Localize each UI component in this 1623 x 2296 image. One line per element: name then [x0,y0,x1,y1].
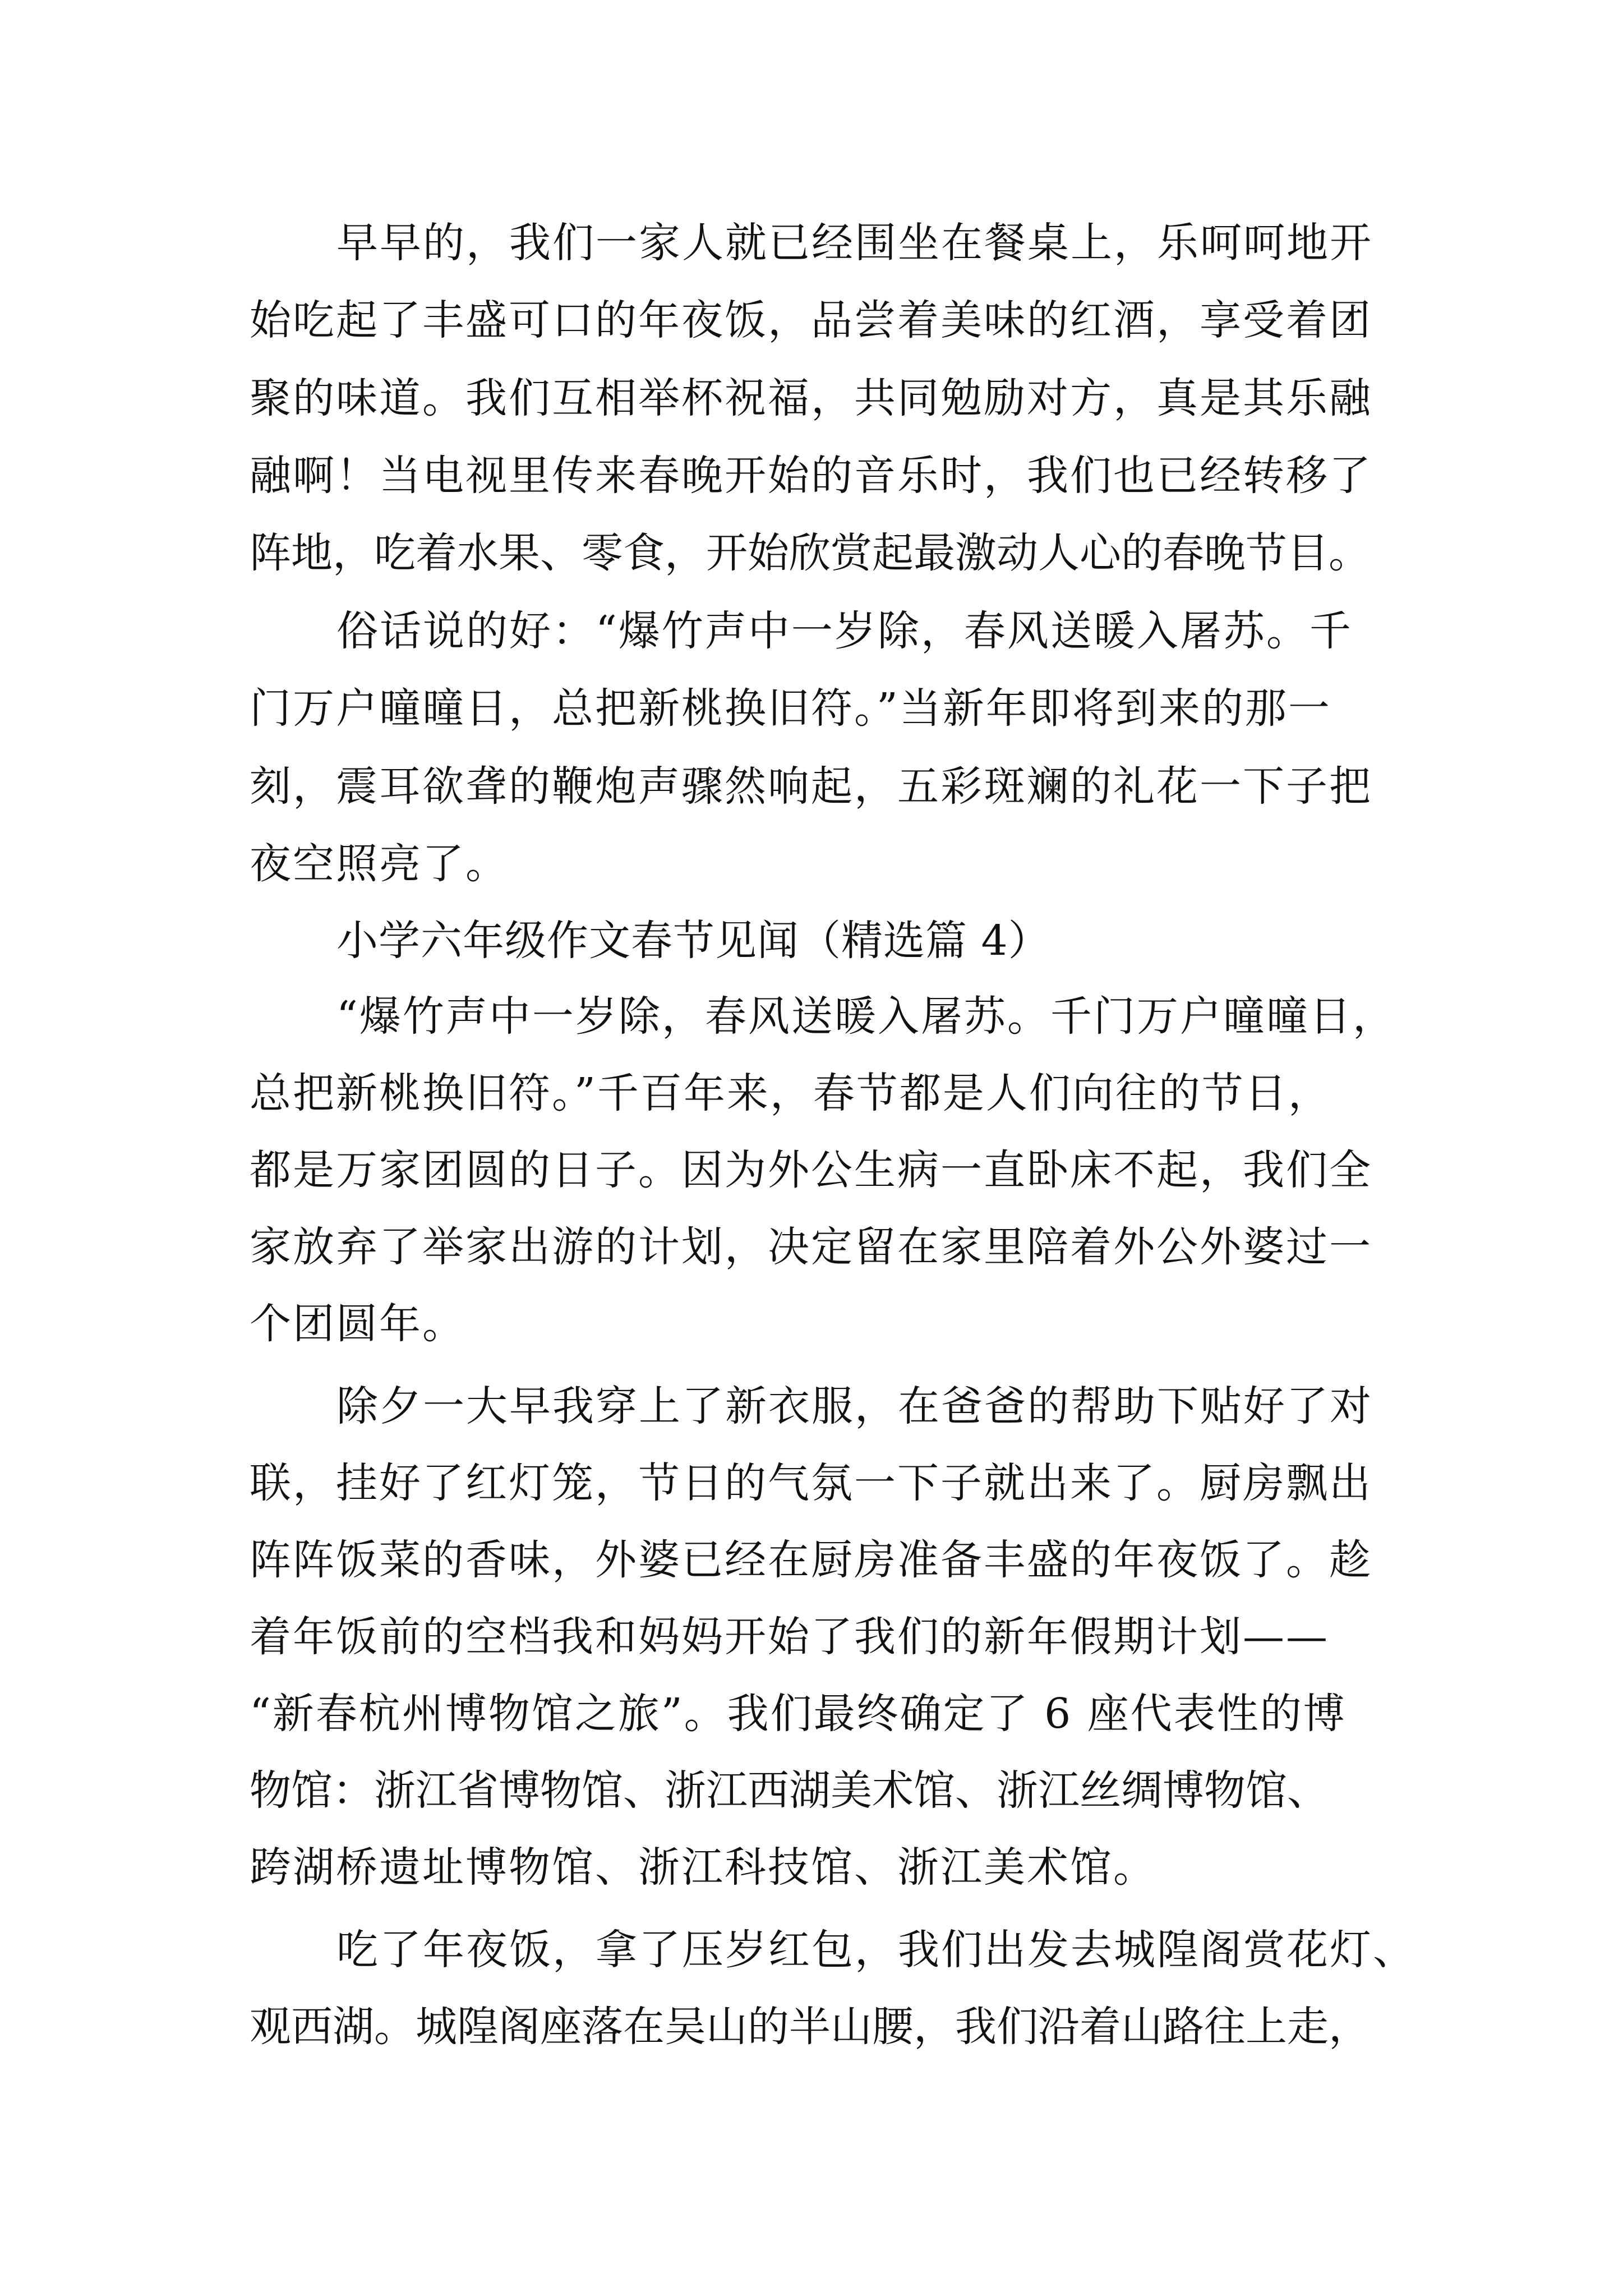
paragraph-2-line-4: 夜空照亮了。 [250,840,509,888]
paragraph-3-line-2: 总把新桃换旧符。”千百年来，春节都是人们向往的节日， [250,1069,1331,1117]
paragraph-2-line-3: 刻，震耳欲聋的鞭炮声骤然响起，五彩斑斓的礼花一下子把 [250,762,1372,811]
paragraph-3-line-5: 个团圆年。 [250,1300,465,1348]
section-heading: 小学六年级作文春节见闻（精选篇 4） [336,917,1050,965]
paragraph-1-line-3: 聚的味道。我们互相举杯祝福，共同勉励对方，真是其乐融 [250,374,1372,422]
paragraph-1-line-5: 阵地，吃着水果、零食，开始欣赏起最激动人心的春晚节目。 [250,529,1370,577]
paragraph-1-line-1: 早早的，我们一家人就已经围坐在餐桌上，乐呵呵地开 [336,219,1373,267]
paragraph-3-line-4: 家放弃了举家出游的计划，决定留在家里陪着外公外婆过一 [250,1223,1372,1271]
paragraph-4-line-6: 物馆：浙江省博物馆、浙江西湖美术馆、浙江丝绸博物馆、 [250,1766,1329,1815]
paragraph-5-line-1: 吃了年夜饭，拿了压岁红包，我们出发去城隍阁赏花灯、 [336,1926,1416,1974]
paragraph-2-line-1: 俗话说的好：“爆竹声中一岁除，春风送暖入屠苏。千 [336,607,1353,655]
paragraph-1-line-4: 融啊！当电视里传来春晚开始的音乐时，我们也已经转移了 [250,452,1372,500]
paragraph-4-line-7: 跨湖桥遗址博物馆、浙江科技馆、浙江美术馆。 [250,1843,1156,1892]
paragraph-3-line-3: 都是万家团圆的日子。因为外公生病一直卧床不起，我们全 [250,1146,1372,1194]
paragraph-2-line-2: 门万户曈曈日，总把新桃换旧符。”当新年即将到来的那一 [250,684,1331,733]
paragraph-4-line-3: 阵阵饭菜的香味，外婆已经在厨房准备丰盛的年夜饭了。趁 [250,1536,1372,1584]
paragraph-4-line-4: 着年饭前的空档我和妈妈开始了我们的新年假期计划—— [250,1613,1329,1661]
paragraph-4-line-1: 除夕一大早我穿上了新衣服，在爸爸的帮助下贴好了对 [336,1382,1373,1430]
paragraph-3-line-1: “爆竹声中一岁除，春风送暖入屠苏。千门万户曈曈日， [336,992,1396,1041]
paragraph-4-line-2: 联，挂好了红灯笼，节日的气氛一下子就出来了。厨房飘出 [250,1459,1372,1507]
paragraph-1-line-2: 始吃起了丰盛可口的年夜饭，品尝着美味的红酒，享受着团 [250,296,1372,344]
paragraph-4-line-5: “新春杭州博物馆之旅”。我们最终确定了 6 座代表性的博 [250,1690,1347,1738]
paragraph-5-line-2: 观西湖。城隍阁座落在吴山的半山腰，我们沿着山路往上走， [250,2003,1370,2051]
